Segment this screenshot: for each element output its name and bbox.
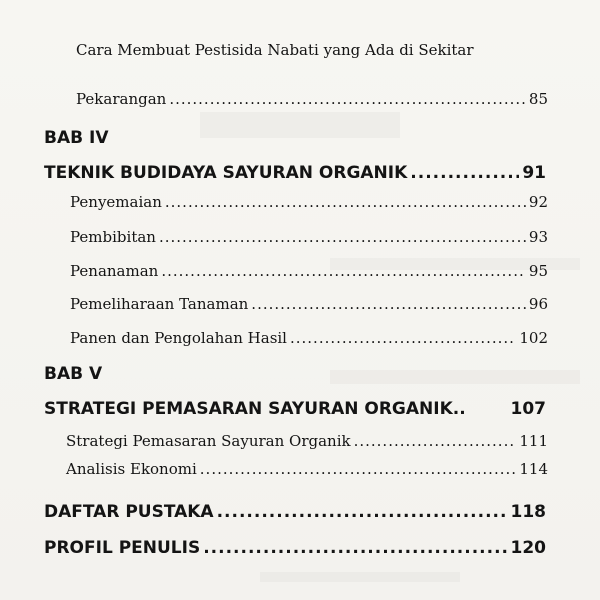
dot-leader: [165, 193, 526, 211]
toc-entry-title: PROFIL PENULIS: [44, 538, 201, 558]
dot-leader: [251, 295, 526, 313]
toc-entry-title: Strategi Pemasaran Sayuran Organik: [66, 432, 351, 450]
dot-leader: [159, 228, 526, 246]
toc-entry-title: Penyemaian: [70, 193, 162, 211]
dot-leader: [354, 432, 517, 450]
dot-leader: [200, 460, 517, 478]
chapter-title: TEKNIK BUDIDAYA SAYURAN ORGANIK: [44, 163, 408, 183]
chapter-title: STRATEGI PEMASARAN SAYURAN ORGANIK..: [44, 399, 466, 419]
bleed-through-mark: [330, 370, 580, 384]
chapter-page: 107: [510, 399, 546, 419]
toc-entry-page: 96: [528, 295, 548, 313]
dot-leader: [217, 502, 508, 522]
toc-entry-profil-penulis: [44, 538, 546, 558]
dot-leader: [169, 90, 526, 108]
toc-entry-page: 114: [519, 460, 548, 478]
toc-entry: [70, 295, 548, 313]
toc-entry-continued-line1: Cara Membuat Pestisida Nabati yang Ada di Sekitar: [76, 41, 474, 59]
toc-entry-title: Panen dan Pengolahan Hasil: [70, 329, 287, 347]
toc-entry-title: Pekarangan: [76, 90, 167, 108]
chapter-label-bab5: BAB V: [44, 364, 103, 384]
toc-entry-page: 102: [519, 329, 548, 347]
toc-entry-page: 111: [519, 432, 548, 450]
toc-entry: [66, 460, 548, 478]
chapter-heading-bab5: [44, 399, 546, 419]
toc-entry: [70, 193, 548, 211]
toc-entry-title: Penanaman: [70, 262, 159, 280]
toc-entry-page: 120: [510, 538, 546, 558]
chapter-page: 91: [522, 163, 546, 183]
toc-entry-title: Pembibitan: [70, 228, 156, 246]
toc-entry: [70, 262, 548, 280]
dot-leader: [290, 329, 516, 347]
chapter-heading-bab4: [44, 163, 546, 183]
dot-leader: [161, 262, 526, 280]
toc-entry-daftar-pustaka: [44, 502, 546, 522]
toc-entry-title: DAFTAR PUSTAKA: [44, 502, 214, 522]
toc-entry-page: 95: [528, 262, 548, 280]
toc-entry-page: 118: [510, 502, 546, 522]
toc-entry-page: 92: [528, 193, 548, 211]
toc-entry-title: Pemeliharaan Tanaman: [70, 295, 249, 313]
toc-entry-continued: [76, 90, 548, 108]
bleed-through-mark: [260, 572, 460, 582]
chapter-label-bab4: BAB IV: [44, 128, 109, 148]
toc-entry-page: 93: [528, 228, 548, 246]
dot-leader: [203, 538, 507, 558]
toc-entry: [66, 432, 548, 450]
toc-entry-page: 85: [528, 90, 548, 108]
toc-entry-title: Analisis Ekonomi: [66, 460, 197, 478]
toc-entry: [70, 329, 548, 347]
toc-entry: [70, 228, 548, 246]
bleed-through-mark: [200, 112, 400, 138]
dot-leader: [410, 163, 519, 183]
